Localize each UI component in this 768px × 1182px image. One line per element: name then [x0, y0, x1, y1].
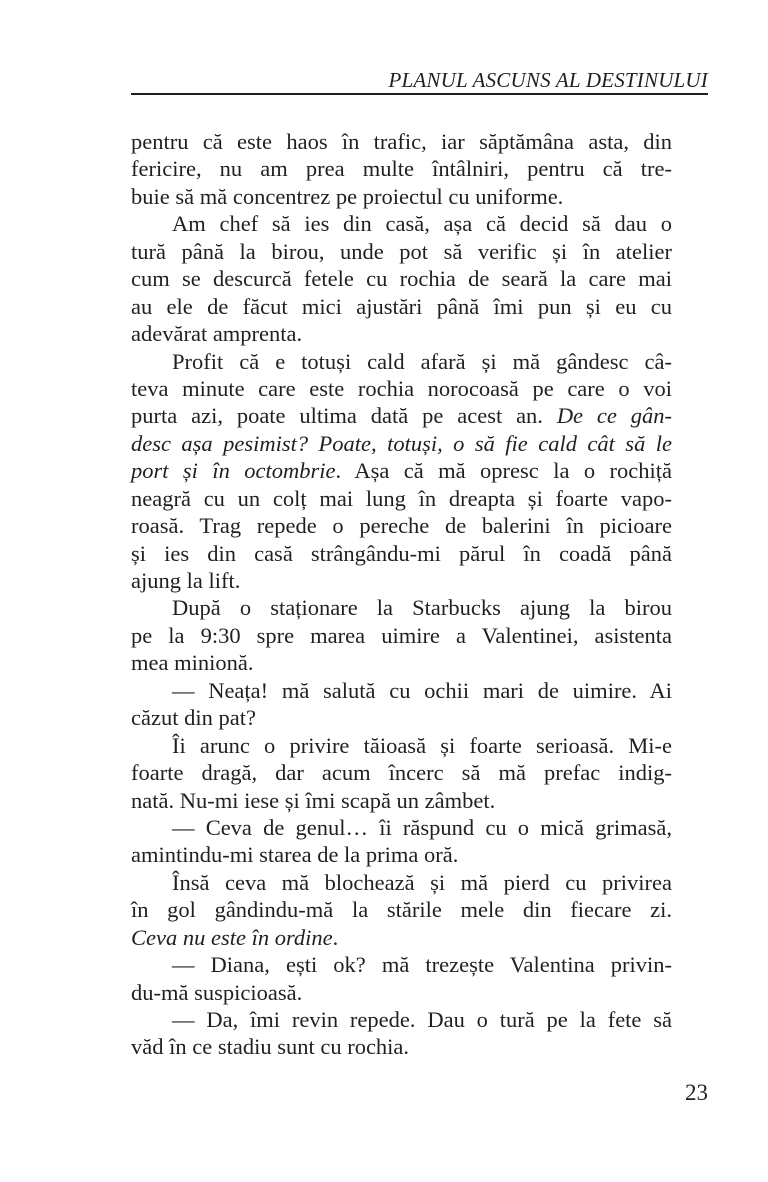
- text-line: [131, 457, 672, 484]
- italic-text: De ce gân-: [556, 403, 673, 429]
- paragraph: [131, 1006, 672, 1061]
- text-segment: . Așa că mă opresc la o rochiță: [335, 458, 673, 484]
- text-line: nată. Nu-mi iese și îmi scapă un zâmbet.: [131, 787, 496, 813]
- text-line: ajung la lift.: [131, 568, 241, 593]
- italic-text: port și în octombrie: [131, 458, 336, 484]
- text-line: — Ceva de genul… îi răspund cu o mică grimasă,: [172, 814, 672, 840]
- text-line: du-mă suspicioasă.: [131, 979, 303, 1005]
- paragraph: [131, 677, 672, 732]
- text-line: foarte dragă, dar acum încerc să mă prefac indig-: [131, 760, 672, 786]
- text-line: văd în ce stadiu sunt cu rochia.: [131, 1034, 410, 1060]
- text-line: teva minute care este rochia norocoasă pe care o voi: [131, 375, 672, 401]
- text-line: neagră cu un colț mai lung în dreapta și foarte vapo-: [131, 485, 672, 511]
- page-number: 23: [685, 1080, 708, 1105]
- text-line: tură până la birou, unde pot să verific și în atelier: [131, 238, 672, 264]
- italic-text: desc așa pesimist? Poate, totuși, o să fie cald cât să le: [131, 430, 672, 456]
- text-segment: purta azi, poate ultima dată pe acest an.: [131, 403, 557, 429]
- text-line: Profit că e totuși cald afară și mă gândesc câ-: [172, 348, 672, 374]
- text-line: fericire, nu am prea multe întâlniri, pentru că tre-: [131, 156, 672, 182]
- paragraph: [131, 951, 672, 1006]
- text-line: au ele de făcut mici ajustări până îmi pun și eu cu: [131, 293, 672, 319]
- text-line: și ies din casă strângându-mi părul în coadă până: [131, 540, 672, 566]
- text-line: [131, 402, 672, 429]
- text-line: roasă. Trag repede o pereche de balerini în picioare: [131, 513, 672, 539]
- text-line: Am chef să ies din casă, așa că decid să dau o: [172, 211, 672, 237]
- running-header-title: PLANUL ASCUNS AL DESTINULUI: [388, 68, 708, 92]
- body-text: [131, 128, 672, 1061]
- paragraph: [131, 348, 672, 595]
- text-line: pentru că este haos în trafic, iar săptămâna asta, din: [131, 129, 672, 154]
- text-line: După o staționare la Starbucks ajung la birou: [172, 595, 672, 621]
- running-header: [131, 66, 708, 95]
- paragraph: [131, 732, 672, 814]
- text-line: amintindu-mi starea de la prima oră.: [131, 842, 459, 868]
- text-line: Însă ceva mă blochează și mă pierd cu privirea: [172, 869, 672, 895]
- paragraph: [131, 594, 672, 676]
- paragraph: [131, 128, 672, 210]
- text-line: pe la 9:30 spre marea uimire a Valentinei, asistenta: [131, 622, 672, 648]
- text-line: adevărat amprenta.: [131, 321, 303, 347]
- paragraph: [131, 210, 672, 347]
- text-line: cum se descurcă fetele cu rochia de seară la care mai: [131, 266, 672, 292]
- paragraph: [131, 869, 672, 951]
- text-line: în gol gândindu-mă la stările mele din fiecare zi.: [131, 897, 672, 923]
- text-line: căzut din pat?: [131, 705, 256, 731]
- text-segment: .: [332, 924, 339, 950]
- italic-text: Ceva nu este în ordine: [131, 924, 333, 950]
- paragraph: [131, 814, 672, 869]
- text-line: — Da, îmi revin repede. Dau o tură pe la fete să: [172, 1007, 672, 1032]
- text-line: [131, 924, 672, 951]
- text-line: — Diana, ești ok? mă trezește Valentina privin-: [172, 952, 672, 978]
- text-line: mea minionă.: [131, 650, 254, 676]
- text-line: — Neața! mă salută cu ochii mari de uimire. Ai: [172, 677, 672, 703]
- text-line: Îi arunc o privire tăioasă și foarte serioasă. Mi-e: [172, 732, 672, 758]
- text-line: [131, 430, 672, 457]
- text-line: buie să mă concentrez pe proiectul cu uniforme.: [131, 183, 564, 209]
